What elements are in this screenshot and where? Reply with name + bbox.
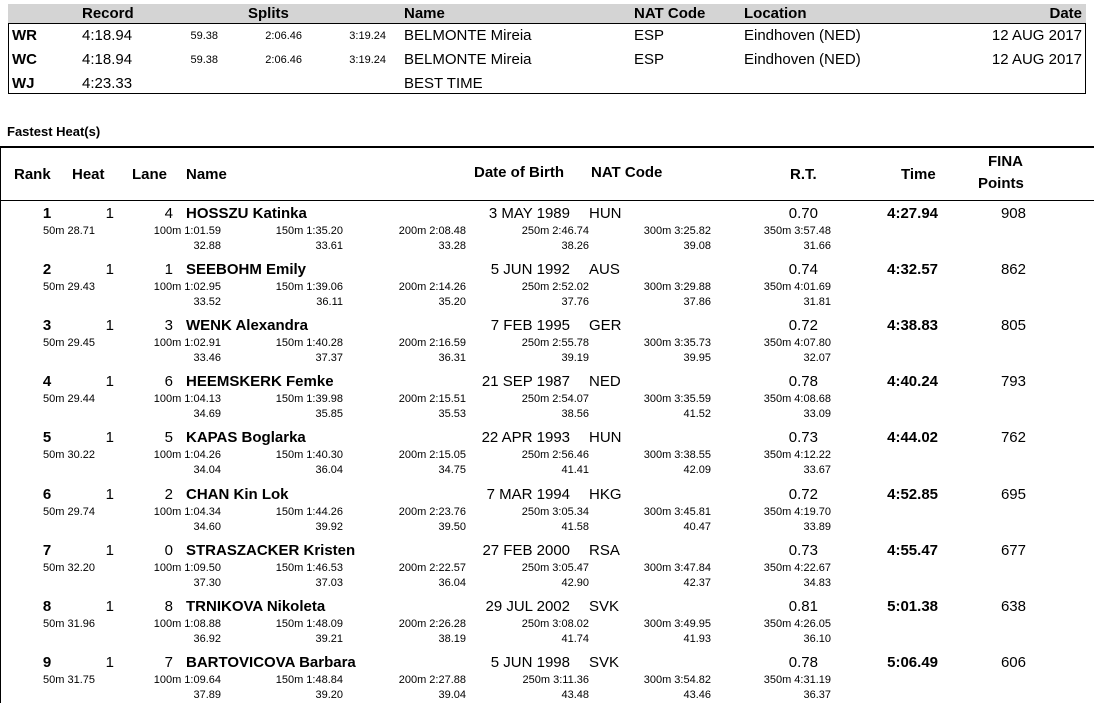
result-heat: 1 [105, 542, 114, 559]
record-code: WJ [12, 75, 35, 92]
split-diff: 35.85 [315, 408, 343, 420]
results-header-rt: R.T. [790, 166, 817, 183]
records-header-splits: Splits [248, 5, 289, 22]
results-header-fina: FINA [988, 153, 1023, 170]
split-200: 200m 2:08.48 [398, 225, 466, 237]
result-points: 677 [1000, 542, 1026, 559]
result-name: HEEMSKERK Femke [186, 373, 334, 390]
records-header-nat: NAT Code [634, 5, 706, 22]
result-name: TRNIKOVA Nikoleta [186, 598, 326, 615]
split-diff: 33.09 [803, 408, 831, 420]
split-350: 350m 4:07.80 [763, 337, 831, 349]
split-50: 50m 32.20 [43, 562, 95, 574]
records-header-bar [8, 4, 1086, 24]
result-name: SEEBOHM Emily [186, 261, 307, 278]
record-split: 59.38 [190, 30, 218, 42]
split-diff: 35.20 [438, 296, 466, 308]
split-350: 350m 3:57.48 [763, 225, 831, 237]
split-diff: 36.10 [803, 633, 831, 645]
split-100: 100m 1:04.34 [153, 506, 221, 518]
record-name: BELMONTE Mireia [404, 27, 532, 44]
result-rank: 2 [42, 261, 52, 278]
split-diff: 34.04 [193, 464, 221, 476]
split-200: 200m 2:15.51 [398, 393, 466, 405]
results-header-lane: Lane [132, 166, 168, 183]
split-diff: 36.31 [438, 352, 466, 364]
split-diff: 39.20 [315, 689, 343, 701]
split-250: 250m 2:54.07 [521, 393, 589, 405]
result-name: BARTOVICOVA Barbara [186, 654, 356, 671]
split-diff: 33.67 [803, 464, 831, 476]
split-100: 100m 1:09.64 [153, 674, 221, 686]
record-code: WR [12, 27, 37, 44]
result-rt: 0.73 [788, 429, 818, 446]
split-diff: 32.07 [803, 352, 831, 364]
split-diff: 43.48 [561, 689, 589, 701]
results-header-nat: NAT Code [591, 164, 663, 181]
split-diff: 33.89 [803, 521, 831, 533]
split-150: 150m 1:48.84 [275, 674, 343, 686]
split-diff: 32.88 [193, 240, 221, 252]
result-lane: 6 [164, 373, 173, 390]
result-nat: GER [589, 317, 622, 334]
split-350: 350m 4:01.69 [763, 281, 831, 293]
split-150: 150m 1:44.26 [275, 506, 343, 518]
result-dob: 21 SEP 1987 [481, 373, 570, 390]
split-diff: 33.28 [438, 240, 466, 252]
split-diff: 34.83 [803, 577, 831, 589]
split-diff: 39.19 [561, 352, 589, 364]
result-rank: 1 [42, 205, 52, 222]
result-nat: NED [589, 373, 621, 390]
record-split: 3:19.24 [349, 30, 386, 42]
result-time: 4:27.94 [887, 205, 938, 222]
result-nat: SVK [589, 598, 620, 615]
split-50: 50m 29.44 [43, 393, 95, 405]
result-name: KAPAS Boglarka [186, 429, 306, 446]
split-150: 150m 1:39.98 [275, 393, 343, 405]
split-200: 200m 2:22.57 [398, 562, 466, 574]
result-time: 4:38.83 [887, 317, 938, 334]
split-diff: 33.61 [315, 240, 343, 252]
result-name: HOSSZU Katinka [186, 205, 307, 222]
split-50: 50m 31.75 [43, 674, 95, 686]
split-250: 250m 3:08.02 [521, 618, 589, 630]
split-250: 250m 3:05.47 [521, 562, 589, 574]
record-location: Eindhoven (NED) [744, 51, 861, 68]
result-dob: 3 MAY 1989 [488, 205, 570, 222]
record-nat: ESP [634, 51, 665, 68]
results-header-dob: Date of Birth [474, 164, 564, 181]
split-300: 300m 3:25.82 [643, 225, 711, 237]
result-lane: 8 [164, 598, 173, 615]
split-250: 250m 2:52.02 [521, 281, 589, 293]
result-points: 606 [1000, 654, 1026, 671]
split-diff: 37.76 [561, 296, 589, 308]
split-diff: 36.04 [438, 577, 466, 589]
split-diff: 36.11 [316, 296, 343, 308]
split-300: 300m 3:38.55 [643, 449, 711, 461]
record-time: 4:18.94 [82, 51, 133, 68]
split-diff: 33.52 [193, 296, 221, 308]
split-diff: 36.37 [803, 689, 831, 701]
result-name: STRASZACKER Kristen [186, 542, 356, 559]
split-diff: 42.90 [561, 577, 589, 589]
split-diff: 31.66 [803, 240, 831, 252]
split-diff: 39.08 [683, 240, 711, 252]
split-150: 150m 1:48.09 [275, 618, 343, 630]
result-rt: 0.81 [788, 598, 818, 615]
result-name: WENK Alexandra [186, 317, 308, 334]
record-split: 2:06.46 [265, 30, 302, 42]
result-nat: SVK [589, 654, 620, 671]
split-50: 50m 29.74 [43, 506, 95, 518]
split-diff: 37.37 [315, 352, 343, 364]
records-header-record: Record [82, 5, 134, 22]
split-250: 250m 3:11.36 [522, 674, 589, 686]
result-rt: 0.78 [788, 373, 818, 390]
result-points: 638 [1000, 598, 1026, 615]
result-dob: 7 FEB 1995 [490, 317, 570, 334]
split-300: 300m 3:35.59 [643, 393, 711, 405]
results-header-heat: Heat [72, 166, 105, 183]
split-150: 150m 1:35.20 [275, 225, 343, 237]
split-diff: 39.04 [438, 689, 466, 701]
split-300: 300m 3:47.84 [643, 562, 711, 574]
split-250: 250m 3:05.34 [521, 506, 589, 518]
result-nat: AUS [589, 261, 620, 278]
split-200: 200m 2:16.59 [398, 337, 466, 349]
split-50: 50m 29.45 [43, 337, 95, 349]
result-time: 5:06.49 [887, 654, 938, 671]
records-header-date: Date [1049, 5, 1082, 22]
results-header-points: Points [978, 175, 1024, 192]
split-50: 50m 30.22 [43, 449, 95, 461]
result-time: 4:40.24 [887, 373, 938, 390]
result-rank: 7 [42, 542, 52, 559]
split-300: 300m 3:54.82 [643, 674, 711, 686]
split-350: 350m 4:22.67 [763, 562, 831, 574]
split-diff: 36.92 [193, 633, 221, 645]
record-date: 12 AUG 2017 [991, 27, 1082, 44]
split-diff: 41.93 [683, 633, 711, 645]
result-time: 4:55.47 [887, 542, 938, 559]
split-diff: 38.56 [561, 408, 589, 420]
record-code: WC [12, 51, 37, 68]
section-title: Fastest Heat(s) [7, 124, 101, 139]
result-nat: RSA [589, 542, 620, 559]
record-name: BEST TIME [404, 75, 483, 92]
split-diff: 34.69 [193, 408, 221, 420]
split-diff: 36.04 [315, 464, 343, 476]
results-header-divider [0, 200, 1094, 201]
result-time: 4:52.85 [887, 486, 938, 503]
split-100: 100m 1:01.59 [153, 225, 221, 237]
result-dob: 7 MAR 1994 [486, 486, 570, 503]
split-150: 150m 1:40.28 [275, 337, 343, 349]
record-split: 59.38 [190, 54, 218, 66]
split-diff: 42.37 [683, 577, 711, 589]
split-100: 100m 1:02.95 [153, 281, 221, 293]
result-nat: HUN [589, 429, 622, 446]
split-300: 300m 3:49.95 [643, 618, 711, 630]
record-time: 4:23.33 [82, 75, 133, 92]
result-rt: 0.70 [788, 205, 818, 222]
result-rank: 6 [42, 486, 52, 503]
split-diff: 39.50 [438, 521, 466, 533]
record-location: Eindhoven (NED) [744, 27, 861, 44]
result-rank: 3 [42, 317, 52, 334]
split-150: 150m 1:40.30 [275, 449, 343, 461]
split-150: 150m 1:39.06 [275, 281, 343, 293]
result-lane: 7 [164, 654, 173, 671]
split-50: 50m 31.96 [43, 618, 95, 630]
result-lane: 5 [164, 429, 173, 446]
result-heat: 1 [105, 317, 114, 334]
split-diff: 38.26 [561, 240, 589, 252]
split-300: 300m 3:35.73 [643, 337, 711, 349]
split-diff: 40.47 [683, 521, 711, 533]
split-200: 200m 2:23.76 [398, 506, 466, 518]
split-200: 200m 2:26.28 [398, 618, 466, 630]
result-points: 805 [1000, 317, 1026, 334]
split-diff: 38.19 [438, 633, 466, 645]
result-heat: 1 [105, 373, 114, 390]
result-name: CHAN Kin Lok [186, 486, 289, 503]
result-heat: 1 [105, 205, 114, 222]
split-diff: 37.03 [315, 577, 343, 589]
results-header-name: Name [186, 166, 227, 183]
result-dob: 5 JUN 1998 [490, 654, 570, 671]
split-50: 50m 29.43 [43, 281, 95, 293]
result-nat: HKG [589, 486, 622, 503]
result-time: 4:44.02 [887, 429, 938, 446]
split-diff: 41.74 [561, 633, 589, 645]
split-100: 100m 1:08.88 [153, 618, 221, 630]
result-lane: 3 [164, 317, 173, 334]
result-nat: HUN [589, 205, 622, 222]
result-time: 4:32.57 [887, 261, 938, 278]
result-points: 695 [1000, 486, 1026, 503]
split-250: 250m 2:56.46 [521, 449, 589, 461]
split-diff: 34.75 [438, 464, 466, 476]
split-diff: 42.09 [683, 464, 711, 476]
split-50: 50m 28.71 [43, 225, 95, 237]
result-dob: 27 FEB 2000 [482, 542, 570, 559]
split-diff: 31.81 [803, 296, 831, 308]
split-diff: 37.86 [683, 296, 711, 308]
result-lane: 2 [164, 486, 173, 503]
result-points: 908 [1000, 205, 1026, 222]
split-350: 350m 4:08.68 [763, 393, 831, 405]
split-200: 200m 2:14.26 [398, 281, 466, 293]
record-split: 3:19.24 [349, 54, 386, 66]
result-rt: 0.73 [788, 542, 818, 559]
result-time: 5:01.38 [887, 598, 938, 615]
result-points: 762 [1000, 429, 1026, 446]
split-100: 100m 1:09.50 [153, 562, 221, 574]
result-rt: 0.78 [788, 654, 818, 671]
split-300: 300m 3:45.81 [643, 506, 711, 518]
split-diff: 43.46 [683, 689, 711, 701]
split-diff: 39.21 [315, 633, 343, 645]
results-header-time: Time [901, 166, 936, 183]
result-lane: 4 [164, 205, 173, 222]
result-rank: 8 [42, 598, 52, 615]
result-rt: 0.72 [788, 486, 818, 503]
records-header-location: Location [744, 5, 807, 22]
result-heat: 1 [105, 261, 114, 278]
split-250: 250m 2:46.74 [521, 225, 589, 237]
result-rank: 9 [42, 654, 52, 671]
result-rank: 5 [42, 429, 52, 446]
result-heat: 1 [105, 486, 114, 503]
result-lane: 1 [164, 261, 173, 278]
record-nat: ESP [634, 27, 665, 44]
split-diff: 41.52 [683, 408, 711, 420]
record-time: 4:18.94 [82, 27, 133, 44]
record-date: 12 AUG 2017 [991, 51, 1082, 68]
split-150: 150m 1:46.53 [275, 562, 343, 574]
split-diff: 39.92 [315, 521, 343, 533]
result-points: 862 [1000, 261, 1026, 278]
split-diff: 35.53 [438, 408, 466, 420]
result-heat: 1 [105, 654, 114, 671]
split-diff: 39.95 [683, 352, 711, 364]
result-lane: 0 [164, 542, 173, 559]
split-100: 100m 1:04.26 [153, 449, 221, 461]
result-dob: 5 JUN 1992 [490, 261, 570, 278]
split-350: 350m 4:19.70 [763, 506, 831, 518]
split-diff: 33.46 [193, 352, 221, 364]
result-heat: 1 [105, 429, 114, 446]
result-points: 793 [1000, 373, 1026, 390]
split-200: 200m 2:15.05 [398, 449, 466, 461]
results-header-rank: Rank [14, 166, 51, 183]
records-header-name: Name [404, 5, 445, 22]
split-350: 350m 4:12.22 [763, 449, 831, 461]
result-heat: 1 [105, 598, 114, 615]
split-300: 300m 3:29.88 [643, 281, 711, 293]
result-rank: 4 [42, 373, 52, 390]
record-split: 2:06.46 [265, 54, 302, 66]
split-350: 350m 4:26.05 [763, 618, 831, 630]
record-name: BELMONTE Mireia [404, 51, 532, 68]
split-diff: 41.58 [561, 521, 589, 533]
split-diff: 37.30 [193, 577, 221, 589]
split-350: 350m 4:31.19 [763, 674, 831, 686]
split-diff: 41.41 [561, 464, 589, 476]
split-100: 100m 1:02.91 [153, 337, 221, 349]
split-100: 100m 1:04.13 [153, 393, 221, 405]
split-200: 200m 2:27.88 [398, 674, 466, 686]
result-dob: 29 JUL 2002 [485, 598, 570, 615]
split-250: 250m 2:55.78 [521, 337, 589, 349]
result-rt: 0.74 [788, 261, 818, 278]
result-dob: 22 APR 1993 [481, 429, 570, 446]
split-diff: 34.60 [193, 521, 221, 533]
split-diff: 37.89 [193, 689, 221, 701]
result-rt: 0.72 [788, 317, 818, 334]
